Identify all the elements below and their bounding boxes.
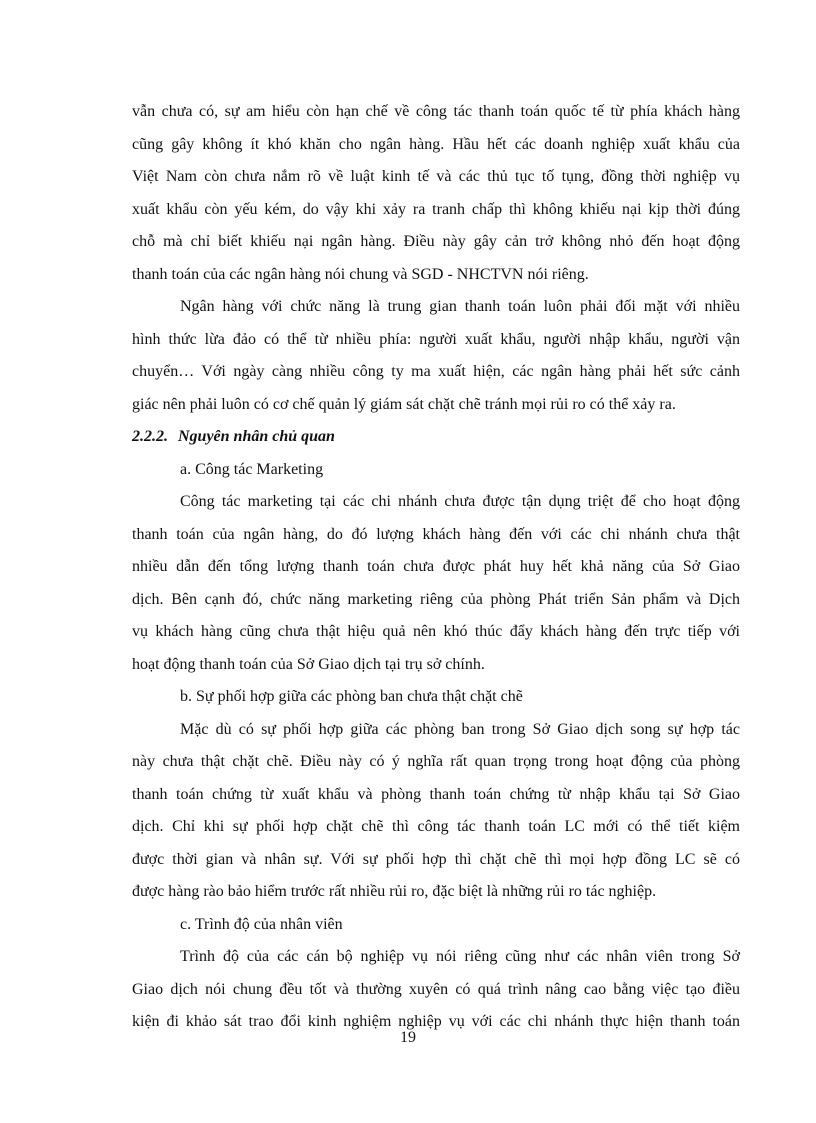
paragraph-line: vẫn chưa có, sự am hiểu còn hạn chế về công tác thanh toán quốc tế từ phía khách hàng [132,103,740,120]
paragraph-line: hình thức lừa đảo có thể từ nhiều phía: người xuất khẩu, người nhập khẩu, người vận [132,330,740,348]
paragraph-line: được hàng rào bảo hiểm trước rất nhiều rủi ro, đặc biệt là những rủi ro tác nghiệp. [132,883,657,900]
paragraph-line: dịch. Chỉ khi sự phối hợp chặt chẽ thì công tác thanh toán LC mới có thể tiết kiệm [132,818,740,835]
paragraph-line: Mặc dù có sự phối hợp giữa các phòng ban trong Sở Giao dịch song sự hợp tác [180,720,740,738]
paragraph-line: xuất khẩu còn yếu kém, do vậy khi xảy ra tranh chấp thì không khiếu nại kịp thời đúng [132,200,740,218]
section-number: 2.2.2. [132,428,168,445]
paragraph-line: được thời gian và nhân sự. Với sự phối hợp thì chặt chẽ thì mọi hợp đồng LC sẽ có [132,850,740,868]
paragraph-line: chuyển… Với ngày càng nhiều công ty ma xuất hiện, các ngân hàng phải hết sức cảnh [132,363,740,380]
page-body [132,96,740,1039]
paragraph-line: Việt Nam còn chưa nắm rõ về luật kinh tế và các thủ tục tố tụng, đồng thời nghiệp vụ [132,168,740,185]
paragraph-line: vụ khách hàng cũng chưa thật hiệu quả nên khó thúc đẩy khách hàng đến trực tiếp với [132,623,740,640]
paragraph-line: Giao dịch nói chung đều tốt và thường xuyên có quá trình nâng cao bằng việc tạo điều [132,980,740,998]
section-heading [132,421,740,454]
paragraph-line: này chưa thật chặt chẽ. Điều này có ý nghĩa rất quan trọng trong hoạt động của phòng [132,753,740,770]
paragraph-line: giác nên phải luôn có cơ chế quản lý giám sát chặt chẽ tránh mọi rủi ro có thể xảy ra. [132,395,676,413]
subsection-title: a. Công tác Marketing [180,460,324,478]
paragraph-line: kiện đi khảo sát trao đổi kinh nghiệm nghiệp vụ với các chi nhánh thực hiện thanh toán [132,1013,740,1030]
paragraph-line: thanh toán của các ngân hàng nói chung và SGD - NHCTVN nói riêng. [132,265,589,283]
subsection-title: b. Sự phối hợp giữa các phòng ban chưa thật chặt chẽ [180,688,523,705]
paragraph-line: dịch. Bên cạnh đó, chức năng marketing riêng của phòng Phát triển Sản phẩm và Dịch [132,590,740,608]
paragraph-line: thanh toán của ngân hàng, do đó lượng khách hàng đến với các chi nhánh chưa thật [132,525,740,543]
paragraph-line: Trình độ của các cán bộ nghiệp vụ nói riêng cũng như các nhân viên trong Sở [180,948,740,965]
paragraph-line: chỗ mà chỉ biết khiếu nại ngân hàng. Điều này gây cản trở không nhỏ đến hoạt động [132,233,740,250]
section-title: Nguyên nhân chủ quan [178,428,335,445]
paragraph-line: thanh toán chứng từ xuất khẩu và phòng thanh toán chứng từ nhập khẩu tại Sở Giao [132,785,740,803]
subsection-title: c. Trình độ của nhân viên [180,915,343,933]
paragraph-line: Công tác marketing tại các chi nhánh chưa được tận dụng triệt để cho hoạt động [180,493,740,510]
page-number: 19 [400,1029,416,1046]
paragraph-line: hoạt động thanh toán của Sở Giao dịch tại trụ sở chính. [132,655,485,673]
paragraph-line: Ngân hàng với chức năng là trung gian thanh toán luôn phải đối mặt với nhiều [180,298,740,315]
paragraph-line: nhiều dẫn đến tổng lượng thanh toán chưa được phát huy hết khả năng của Sở Giao [132,558,740,575]
paragraph-line: cũng gây không ít khó khăn cho ngân hàng. Hầu hết các doanh nghiệp xuất khẩu của [132,135,740,153]
